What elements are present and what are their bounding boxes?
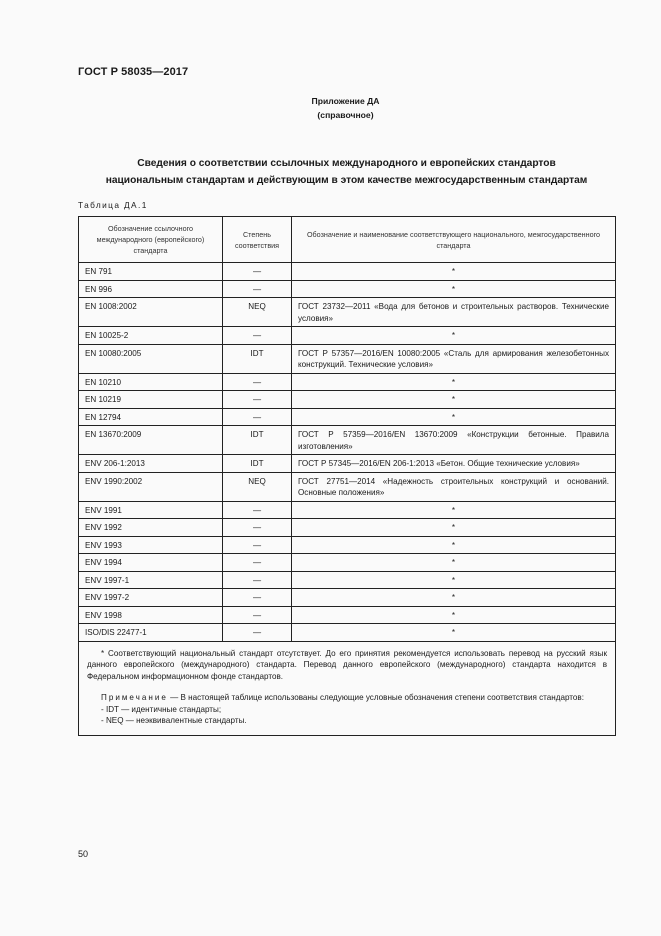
cell-degree: —	[223, 373, 292, 391]
document-code: ГОСТ Р 58035—2017	[78, 66, 189, 78]
cell-degree: —	[223, 606, 292, 624]
appendix-subtitle: (справочное)	[317, 110, 374, 120]
main-title	[78, 155, 615, 189]
cell-national: *	[292, 519, 616, 537]
cell-national: *	[292, 327, 616, 345]
cell-degree: —	[223, 263, 292, 281]
cell-national: ГОСТ Р 57357—2016/EN 10080:2005 «Сталь для армирования железобетонных конструкций. Технические условия»	[292, 344, 616, 373]
cell-standard: ENV 206-1:2013	[79, 455, 223, 473]
cell-degree: IDT	[223, 426, 292, 455]
cell-standard: ENV 1990:2002	[79, 472, 223, 501]
table-row	[79, 606, 616, 624]
table-row	[79, 501, 616, 519]
table-row	[79, 536, 616, 554]
cell-degree: —	[223, 408, 292, 426]
table-row	[79, 344, 616, 373]
table-row	[79, 408, 616, 426]
cell-national: *	[292, 606, 616, 624]
table-row	[79, 327, 616, 345]
table-row	[79, 554, 616, 572]
cell-national: ГОСТ 23732—2011 «Вода для бетонов и строительных растворов. Технические условия»	[292, 298, 616, 327]
note	[87, 692, 607, 704]
table-row	[79, 426, 616, 455]
cell-degree: —	[223, 391, 292, 409]
cell-national: *	[292, 589, 616, 607]
cell-degree: IDT	[223, 455, 292, 473]
cell-national: ГОСТ 27751—2014 «Надежность строительных конструкций и оснований. Основные положения»	[292, 472, 616, 501]
table-header-row	[79, 217, 616, 263]
cell-standard: EN 10210	[79, 373, 223, 391]
table-row	[79, 472, 616, 501]
column-header-standard: Обозначение ссылочного международного (европейского) стандарта	[79, 217, 223, 263]
cell-standard: EN 12794	[79, 408, 223, 426]
cell-degree: —	[223, 589, 292, 607]
cell-standard: ENV 1991	[79, 501, 223, 519]
table-label: Таблица ДА.1	[78, 200, 148, 210]
page-number: 50	[78, 849, 89, 859]
cell-degree: —	[223, 327, 292, 345]
correspondence-table-wrap	[78, 216, 615, 736]
table-row	[79, 519, 616, 537]
cell-standard: EN 10080:2005	[79, 344, 223, 373]
note-text: — В настоящей таблице использованы следующие условные обозначения степени соответствия стандартов:	[167, 693, 584, 703]
cell-standard: ENV 1998	[79, 606, 223, 624]
cell-national: *	[292, 624, 616, 642]
main-title-line-2: национальным стандартам и действующим в этом качестве межгосударственным стандартам	[105, 175, 588, 186]
cell-degree: NEQ	[223, 472, 292, 501]
table-row	[79, 298, 616, 327]
correspondence-table	[78, 216, 616, 736]
table-row	[79, 624, 616, 642]
cell-degree: —	[223, 501, 292, 519]
appendix-heading	[0, 94, 661, 122]
cell-standard: EN 10219	[79, 391, 223, 409]
cell-standard: EN 1008:2002	[79, 298, 223, 327]
column-header-national: Обозначение и наименование соответствующего национального, межгосударственного стандарта	[292, 217, 616, 263]
cell-standard: EN 996	[79, 280, 223, 298]
table-body	[79, 263, 616, 642]
cell-standard: ENV 1994	[79, 554, 223, 572]
cell-degree: —	[223, 571, 292, 589]
cell-standard: ENV 1993	[79, 536, 223, 554]
table-row	[79, 589, 616, 607]
cell-degree: —	[223, 554, 292, 572]
table-row	[79, 391, 616, 409]
cell-standard: ENV 1997-1	[79, 571, 223, 589]
note-item-idt: - IDT — идентичные стандарты;	[101, 704, 222, 714]
cell-standard: EN 10025-2	[79, 327, 223, 345]
cell-standard: EN 791	[79, 263, 223, 281]
table-footer-row	[79, 641, 616, 736]
note-heading: Примечание	[101, 693, 168, 703]
table-row	[79, 280, 616, 298]
table-row	[79, 455, 616, 473]
cell-national: *	[292, 280, 616, 298]
cell-standard: ISO/DIS 22477-1	[79, 624, 223, 642]
cell-national: *	[292, 571, 616, 589]
cell-national: *	[292, 554, 616, 572]
column-header-degree: Степень соответствия	[223, 217, 292, 263]
table-footer-cell	[79, 641, 616, 736]
table-row	[79, 263, 616, 281]
cell-degree: NEQ	[223, 298, 292, 327]
cell-standard: ENV 1997-2	[79, 589, 223, 607]
cell-national: *	[292, 263, 616, 281]
main-title-line-1: Сведения о соответствии ссылочных международного и европейских стандартов	[137, 158, 556, 169]
note-item-neq: - NEQ — неэквивалентные стандарты.	[101, 716, 247, 726]
cell-degree: —	[223, 624, 292, 642]
cell-national: ГОСТ Р 57345—2016/EN 206-1:2013 «Бетон. Общие технические условия»	[292, 455, 616, 473]
cell-national: *	[292, 408, 616, 426]
cell-standard: EN 13670:2009	[79, 426, 223, 455]
cell-degree: —	[223, 519, 292, 537]
cell-degree: IDT	[223, 344, 292, 373]
cell-national: ГОСТ Р 57359—2016/EN 13670:2009 «Конструкции бетонные. Правила изготовления»	[292, 426, 616, 455]
cell-national: *	[292, 373, 616, 391]
appendix-title: Приложение ДА	[311, 96, 380, 106]
cell-national: *	[292, 391, 616, 409]
cell-degree: —	[223, 536, 292, 554]
cell-degree: —	[223, 280, 292, 298]
table-row	[79, 571, 616, 589]
footnote: * Соответствующий национальный стандарт отсутствует. До его принятия рекомендуется использовать перевод на русский язык данного европейского (международного) стандарта. Перевод данного европейского (международного) стандарта находится в Федеральном информационном фонде стандартов.	[87, 648, 607, 681]
cell-standard: ENV 1992	[79, 519, 223, 537]
table-row	[79, 373, 616, 391]
cell-national: *	[292, 536, 616, 554]
cell-national: *	[292, 501, 616, 519]
